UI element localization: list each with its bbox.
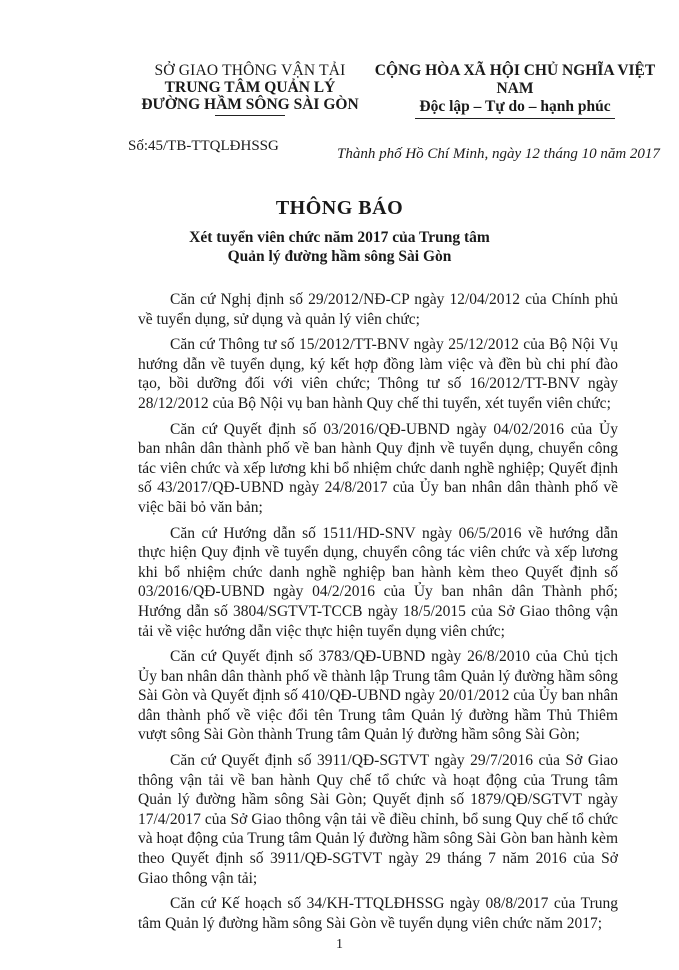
page-number: 1 (336, 937, 343, 952)
center-name-line2: ĐƯỜNG HẦM SÔNG SÀI GÒN (141, 96, 359, 113)
place-and-date: Thành phố Hồ Chí Minh, ngày 12 tháng 10 năm 2017 (337, 146, 660, 162)
issuing-agency-header (130, 62, 370, 116)
parent-agency: SỞ GIAO THÔNG VẬN TẢI (154, 62, 346, 79)
subtitle-line2: Quản lý đường hầm sông Sài Gòn (227, 248, 452, 265)
paragraph: Căn cứ Nghị định số 29/2012/NĐ-CP ngày 12/04/2012 của Chính phủ về tuyển dụng, sử dụng và quản lý viên chức; (138, 291, 618, 328)
paragraph: Căn cứ Quyết định số 3911/QĐ-SGTVT ngày 29/7/2016 của Sở Giao thông vận tải về ban hành Quy chế tổ chức và hoạt động của Trung tâm Quản lý đường hầm sông Sài Gòn; Quyết định số 1879/QĐ/SGTVT ngày 17/4/2017 của Sở Giao thông vận tải về điều chỉnh, bổ sung Quy chế tổ chức và hoạt động của Trung tâm Quản lý đường hầm sông Sài Gòn ban hành kèm theo Quyết định số 3911/QĐ-SGTVT ngày 29 tháng 7 năm 2016 của Sở Giao thông vận tải; (138, 752, 618, 887)
national-motto: Độc lập – Tự do – hạnh phúc (419, 98, 611, 115)
document-title: THÔNG BÁO (275, 197, 404, 219)
motto-underline (415, 118, 615, 119)
paragraph: Căn cứ Kế hoạch số 34/KH-TTQLĐHSSG ngày 08/8/2017 của Trung tâm Quản lý đường hầm sông Sài Gòn về tuyển dụng viên chức năm 2017; (138, 895, 618, 932)
paragraph: Căn cứ Thông tư số 15/2012/TT-BNV ngày 25/12/2012 của Bộ Nội Vụ hướng dẫn về tuyển dụng, ký kết hợp đồng làm việc và đền bù chi phí đào tạo, bồi dưỡng đối với viên chức; Thông tư số 16/2012/TT-BNV ngày 28/12/2012 của Bộ Nội vụ ban hành Quy chế thi tuyển, xét tuyển viên chức; (138, 336, 618, 412)
header-divider (215, 115, 285, 116)
center-name-line1: TRUNG TÂM QUẢN LÝ (164, 79, 336, 96)
document-subtitle (0, 228, 679, 266)
legal-basis-body (138, 290, 618, 939)
paragraph: Căn cứ Quyết định số 03/2016/QĐ-UBND ngày 04/02/2016 của Ủy ban nhân dân thành phố về ban hành Quy định về tuyển dụng, chuyển công tác viên chức và xếp lương khi bổ nhiệm chức danh nghề nghiệp; Quyết định số 43/2017/QĐ-UBND ngày 24/8/2017 của Ủy ban nhân dân thành phố về việc bãi bỏ văn bản; (138, 420, 618, 516)
paragraph: Căn cứ Quyết định số 3783/QĐ-UBND ngày 26/8/2010 của Chủ tịch Ủy ban nhân dân thành phố về thành lập Trung tâm Quản lý đường hầm sông Sài Gòn và Quyết định số 410/QĐ-UBND ngày 20/01/2012 của Ủy ban nhân dân thành phố về việc đổi tên Trung tâm Quản lý đường hầm Thủ Thiêm vượt sông Sài Gòn thành Trung tâm Quản lý đường hầm sông Sài Gòn; (138, 648, 618, 744)
nation-name: CỘNG HÒA XÃ HỘI CHỦ NGHĨA VIỆT NAM (374, 62, 656, 97)
paragraph: Căn cứ Hướng dẫn số 1511/HD-SNV ngày 06/5/2016 về hướng dẫn thực hiện Quy định về tuyển dụng, chuyển công tác viên chức và xếp lương khi bổ nhiệm chức danh nghề nghiệp ban hành kèm theo Quyết định số 03/2016/QĐ-UBND ngày 04/2/2016 của Ủy ban nhân dân Thành phố; Hướng dẫn số 3804/SGTVT-TCCB ngày 18/5/2015 của Sở Giao thông vận tải về việc hướng dẫn việc thực hiện tuyển dụng viên chức; (138, 524, 618, 640)
document-number: Số:45/TB-TTQLĐHSSG (128, 138, 279, 154)
subtitle-line1: Xét tuyển viên chức năm 2017 của Trung tâm (189, 229, 490, 246)
national-header (365, 62, 665, 119)
